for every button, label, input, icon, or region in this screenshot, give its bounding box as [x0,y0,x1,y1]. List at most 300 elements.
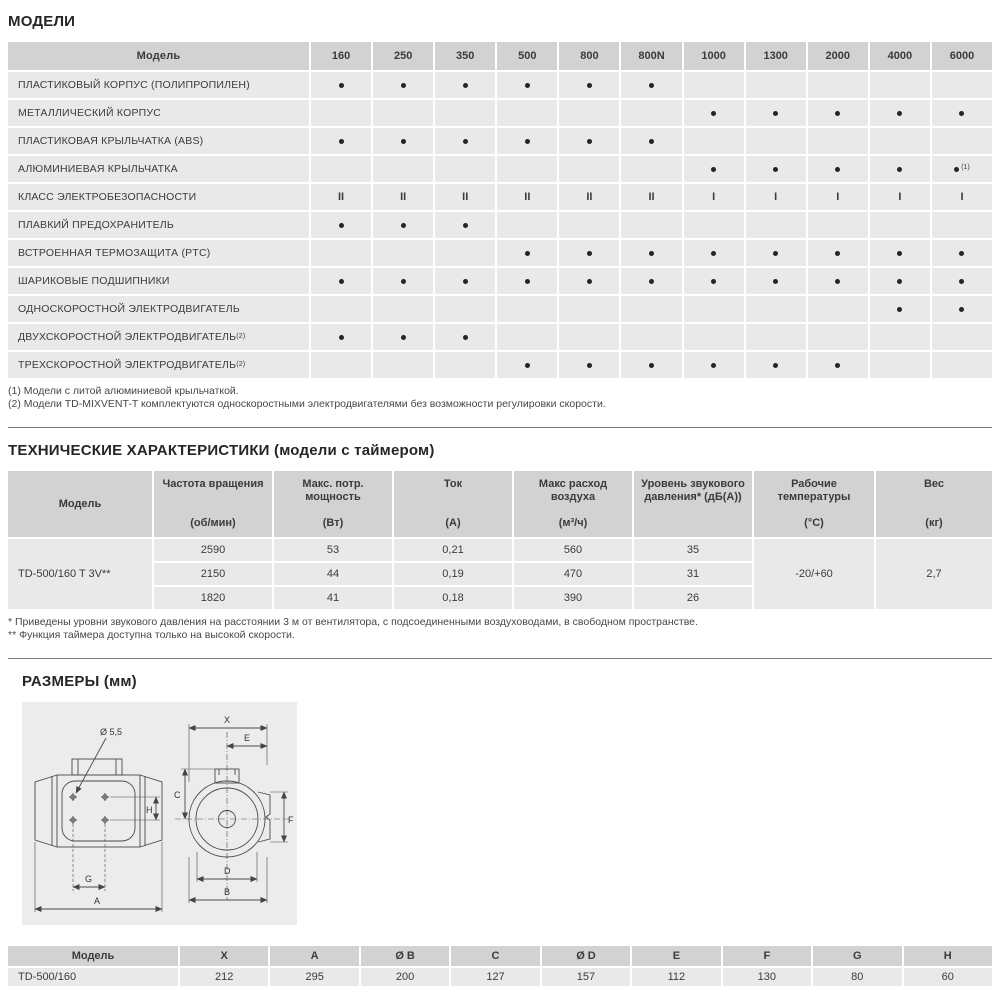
column-header: 1300 [746,42,806,70]
feature-dot [525,139,530,144]
feature-cell: I [746,184,806,210]
feature-cell [435,352,495,378]
feature-cell [808,100,868,126]
feature-dot [525,279,530,284]
feature-cell: I [870,184,930,210]
column-header: 250 [373,42,433,70]
column-header: F [723,946,811,966]
footnote: (2) Модели TD-MIXVENT-T комплектуются односкоростными электродвигателями без возможности регулировки скорости. [8,398,606,410]
feature-cell [684,212,744,238]
feature-cell [621,240,681,266]
feature-cell [373,212,433,238]
feature-dot [711,111,716,116]
feature-cell [311,212,371,238]
row-label: ПЛАСТИКОВЫЙ КОРПУС (ПОЛИПРОПИЛЕН) [8,72,309,98]
feature-dot [711,363,716,368]
feature-dot [401,139,406,144]
feature-cell [684,240,744,266]
feature-cell [870,212,930,238]
feature-dot [649,83,654,88]
dimensions-diagram [22,702,297,925]
feature-cell: II [373,184,433,210]
header-line: Макс расход воздуха [538,478,608,503]
value-cell-rpm: 1820 [154,587,272,609]
column-header: Ø D [542,946,630,966]
feature-cell [373,324,433,350]
value-cell-noise: 35 [634,539,752,561]
table-row [8,156,992,182]
feature-cell [311,128,371,154]
dimension-value-cell: 157 [542,968,630,986]
feature-cell [870,72,930,98]
feature-dot [401,83,406,88]
header-unit: (А) [445,517,461,529]
feature-cell [435,100,495,126]
table-row [8,296,992,322]
dimension-value-cell: 212 [180,968,268,986]
feature-dot [339,83,344,88]
row-label: ВСТРОЕННАЯ ТЕРМОЗАЩИТА (PTC) [8,240,309,266]
feature-cell [559,296,619,322]
feature-cell [311,72,371,98]
dim-label-g: G [85,874,93,884]
model-name-cell: TD-500/160 T 3V** [8,539,152,609]
column-header: 160 [311,42,371,70]
row-label: ШАРИКОВЫЕ ПОДШИПНИКИ [8,268,309,294]
feature-cell [311,156,371,182]
mounting-holes [69,793,109,824]
column-header: 500 [497,42,557,70]
footnote: (1) Модели с литой алюминиевой крыльчаткой. [8,385,239,397]
table-row [8,968,992,986]
feature-dot [587,251,592,256]
row-label: ДВУХСКОРОСТНОЙ ЭЛЕКТРОДВИГАТЕЛЬ (2) [8,324,309,350]
feature-cell [870,268,930,294]
feature-cell [746,212,806,238]
row-label: ОДНОСКОРОСТНОЙ ЭЛЕКТРОДВИГАТЕЛЬ [8,296,309,322]
column-header: E [632,946,720,966]
header-unit: (кг) [925,517,943,529]
feature-dot [773,111,778,116]
value-cell-noise: 26 [634,587,752,609]
feature-dot [525,251,530,256]
feature-cell [808,268,868,294]
table-row [8,212,992,238]
feature-dot [773,363,778,368]
feature-dot [463,279,468,284]
feature-cell [808,324,868,350]
feature-dot [773,279,778,284]
feature-cell [311,100,371,126]
feature-dot [339,223,344,228]
dim-label-x: X [224,715,231,725]
feature-cell [435,128,495,154]
feature-cell [870,100,930,126]
value-cell-airflow: 470 [514,563,632,585]
feature-cell: II [435,184,495,210]
feature-cell [373,352,433,378]
dimension-value-cell: 200 [361,968,449,986]
feature-cell [435,296,495,322]
feature-cell [932,72,992,98]
feature-dot [649,139,654,144]
value-cell-current: 0,19 [394,563,512,585]
feature-cell [435,212,495,238]
feature-dot [463,83,468,88]
feature-cell [808,352,868,378]
feature-cell [746,72,806,98]
feature-cell [932,268,992,294]
value-cell-power: 41 [274,587,392,609]
models-section-title: МОДЕЛИ [8,13,76,30]
feature-dot [959,279,964,284]
value-cell-airflow: 560 [514,539,632,561]
table-row [8,352,992,378]
feature-cell [932,100,992,126]
feature-cell [621,324,681,350]
column-header [394,471,512,537]
tech-table-header [8,471,992,537]
dim-label-b: B [224,887,231,897]
column-header: 800 [559,42,619,70]
feature-cell [870,324,930,350]
feature-dot [835,111,840,116]
table-row [8,128,992,154]
feature-cell: II [621,184,681,210]
model-name-cell: TD-500/160 [8,968,178,986]
feature-cell [932,240,992,266]
table-row [8,100,992,126]
feature-dot [773,167,778,172]
feature-cell [808,240,868,266]
feature-cell [559,324,619,350]
value-cell-power: 53 [274,539,392,561]
feature-cell [373,240,433,266]
column-header [274,471,392,537]
column-header: A [270,946,358,966]
feature-dot [401,279,406,284]
feature-cell [373,100,433,126]
dims-section-title: РАЗМЕРЫ (мм) [22,673,137,690]
value-cell-noise: 31 [634,563,752,585]
feature-cell [870,240,930,266]
feature-cell [373,156,433,182]
feature-cell [932,352,992,378]
column-header: 1000 [684,42,744,70]
header-unit: (°С) [804,517,824,529]
temp-range-cell: -20/+60 [754,539,874,609]
footnote: * Приведены уровни звукового давления на расстоянии 3 м от вентилятора, с подсоединенными воздуховодами, в свободном пространстве. [8,616,698,628]
feature-dot [339,279,344,284]
feature-cell [746,128,806,154]
feature-cell [932,212,992,238]
feature-cell [684,352,744,378]
column-header: H [904,946,992,966]
weight-cell: 2,7 [876,539,992,609]
feature-cell [373,72,433,98]
feature-dot [587,139,592,144]
feature-cell [932,156,992,182]
feature-cell [684,324,744,350]
dim-label-e: E [244,733,251,743]
feature-cell [435,240,495,266]
feature-dot [959,307,964,312]
footnote-marker: (1) [961,164,970,171]
feature-dot [959,111,964,116]
feature-cell [559,72,619,98]
dim-label-c: C [174,790,181,800]
feature-cell [497,100,557,126]
header-unit: (об/мин) [190,517,236,529]
footnote: ** Функция таймера доступна только на высокой скорости. [8,629,295,641]
feature-cell [497,72,557,98]
header-line: Макс. потр. мощность [302,478,364,503]
models-table [8,42,992,378]
feature-cell [497,296,557,322]
feature-dot [897,307,902,312]
dimension-value-cell: 130 [723,968,811,986]
feature-cell [746,324,806,350]
column-header: C [451,946,539,966]
section-divider [8,427,992,428]
column-header [8,471,152,537]
feature-dot [897,279,902,284]
feature-dot [525,83,530,88]
feature-cell [621,268,681,294]
feature-cell [870,156,930,182]
feature-dot [959,251,964,256]
feature-cell [559,240,619,266]
feature-cell [808,72,868,98]
value-cell-rpm: 2590 [154,539,272,561]
feature-dot [835,363,840,368]
feature-dot [835,279,840,284]
feature-cell [311,296,371,322]
column-header: X [180,946,268,966]
row-label: ТРЕХСКОРОСТНОЙ ЭЛЕКТРОДВИГАТЕЛЬ (2) [8,352,309,378]
column-header-model: Модель [8,946,178,966]
feature-cell [559,212,619,238]
value-cell-current: 0,18 [394,587,512,609]
feature-dot [897,251,902,256]
feature-cell: I [932,184,992,210]
table-row [8,240,992,266]
dim-label-a: A [94,896,101,906]
feature-dot [954,167,959,172]
header-line: Вес [923,478,945,490]
column-header: Ø B [361,946,449,966]
footnote-marker: (2) [236,360,246,368]
column-header [634,471,752,537]
value-cell-rpm: 2150 [154,563,272,585]
feature-cell [435,72,495,98]
feature-dot [711,279,716,284]
column-header: 350 [435,42,495,70]
feature-dot [897,167,902,172]
feature-cell [497,324,557,350]
header-line: Ток [443,478,463,490]
tech-footnotes [8,616,992,642]
table-row [8,72,992,98]
feature-cell [621,212,681,238]
feature-cell [746,156,806,182]
header-unit: (Вт) [322,517,344,529]
footnote-marker: (2) [236,332,246,340]
tech-table-body [8,539,992,609]
feature-dot [649,279,654,284]
feature-cell [684,128,744,154]
feature-cell [746,268,806,294]
feature-dot [587,83,592,88]
feature-cell [559,156,619,182]
feature-cell [311,352,371,378]
models-footnotes [8,385,992,411]
feature-dot [649,363,654,368]
feature-cell [808,156,868,182]
feature-cell: II [497,184,557,210]
table-row [8,184,992,210]
dims-header-row [8,946,992,966]
row-label: КЛАСС ЭЛЕКТРОБЕЗОПАСНОСТИ [8,184,309,210]
feature-cell [621,72,681,98]
feature-dot [649,251,654,256]
feature-cell [373,296,433,322]
dim-label-d: D [224,866,231,876]
feature-dot [897,111,902,116]
header-line: Уровень звукового давления* (дБ(А)) [641,478,745,503]
column-header: 6000 [932,42,992,70]
tech-table [8,471,992,609]
value-cell-current: 0,21 [394,539,512,561]
feature-cell [373,128,433,154]
feature-cell [435,268,495,294]
feature-dot [711,167,716,172]
column-header [514,471,632,537]
feature-cell [497,212,557,238]
column-header: 4000 [870,42,930,70]
row-label: АЛЮМИНИЕВАЯ КРЫЛЬЧАТКА [8,156,309,182]
dimension-value-cell: 127 [451,968,539,986]
feature-cell [497,128,557,154]
feature-cell [435,324,495,350]
feature-dot [401,223,406,228]
feature-cell [932,128,992,154]
feature-cell [746,240,806,266]
feature-cell [684,100,744,126]
header-unit: (м³/ч) [558,517,588,529]
table-row [8,268,992,294]
feature-cell [808,212,868,238]
feature-dot [463,139,468,144]
feature-cell [559,128,619,154]
feature-cell [870,128,930,154]
feature-dot [401,335,406,340]
feature-dot [587,279,592,284]
column-header [154,471,272,537]
table-row [8,324,992,350]
side-junction-box [72,759,122,775]
feature-cell: I [684,184,744,210]
fan-technical-drawing [22,702,297,925]
row-label: ПЛАВКИЙ ПРЕДОХРАНИТЕЛЬ [8,212,309,238]
feature-cell [684,156,744,182]
feature-cell [311,268,371,294]
dimension-value-cell: 295 [270,968,358,986]
feature-cell: I [808,184,868,210]
dimension-value-cell: 60 [904,968,992,986]
header-line: Модель [58,497,102,510]
feature-cell [311,324,371,350]
feature-cell [684,72,744,98]
feature-dot [463,223,468,228]
column-header: 800N [621,42,681,70]
feature-cell [559,268,619,294]
feature-cell [746,352,806,378]
feature-dot [773,251,778,256]
feature-cell [870,296,930,322]
column-header: G [813,946,901,966]
dimension-value-cell: 80 [813,968,901,986]
feature-cell [559,100,619,126]
section-divider [8,658,992,659]
tech-section-title: ТЕХНИЧЕСКИЕ ХАРАКТЕРИСТИКИ (модели с таймером) [8,442,435,459]
feature-cell [497,352,557,378]
feature-dot [525,363,530,368]
row-label: МЕТАЛЛИЧЕСКИЙ КОРПУС [8,100,309,126]
value-cell-airflow: 390 [514,587,632,609]
row-label: ПЛАСТИКОВАЯ КРЫЛЬЧАТКА (ABS) [8,128,309,154]
feature-cell [684,268,744,294]
feature-cell: II [559,184,619,210]
feature-cell [311,240,371,266]
feature-dot [835,251,840,256]
column-header [754,471,874,537]
feature-dot [835,167,840,172]
feature-cell [435,156,495,182]
feature-cell: II [311,184,371,210]
feature-cell [808,128,868,154]
feature-cell [497,156,557,182]
feature-dot [587,363,592,368]
feature-cell [870,352,930,378]
feature-cell [932,296,992,322]
column-header: 2000 [808,42,868,70]
dim-label-h: H [146,805,153,815]
header-line: Частота вращения [162,478,264,490]
feature-cell [621,352,681,378]
dim-label-f: F [288,815,294,825]
feature-cell [497,240,557,266]
feature-cell [621,296,681,322]
feature-cell [497,268,557,294]
dims-table [8,946,992,986]
dimension-value-cell: 112 [632,968,720,986]
feature-cell [746,100,806,126]
feature-cell [373,268,433,294]
column-header [876,471,992,537]
column-header-model: Модель [8,42,309,70]
feature-cell [621,156,681,182]
feature-cell [559,352,619,378]
feature-dot [711,251,716,256]
feature-cell [746,296,806,322]
side-body [57,775,140,847]
feature-cell [932,324,992,350]
feature-dot [339,335,344,340]
feature-cell [808,296,868,322]
feature-cell [684,296,744,322]
hole-diameter-label: Ø 5,5 [100,727,123,737]
